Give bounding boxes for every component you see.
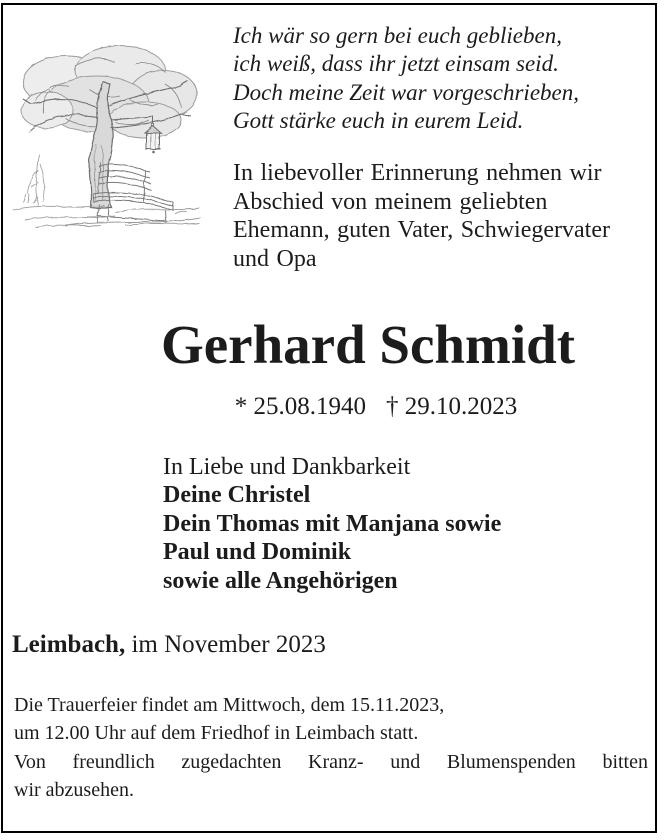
funeral-line: um 12.00 Uhr auf dem Friedhof in Leimbach statt.: [14, 722, 419, 745]
poem-line: Ich wär so gern bei euch geblieben,: [233, 23, 562, 48]
poem-line: Doch meine Zeit war vorgeschrieben,: [233, 79, 579, 105]
tree-bench-lantern-sketch-icon: [5, 30, 205, 230]
deceased-block: [68, 314, 667, 422]
poem-line: Gott stärke euch in eurem Leid.: [233, 108, 524, 134]
funeral-line: wir abzusehen.: [14, 779, 134, 802]
family-line: Dein Thomas mit Manjana sowie: [163, 510, 502, 537]
funeral-block: [14, 691, 648, 805]
death-date: † 29.10.2023: [386, 393, 518, 420]
place-name: Leimbach,: [12, 631, 126, 658]
family-line: sowie alle Angehörigen: [163, 567, 398, 594]
family-intro: In Liebe und Dankbarkeit: [163, 454, 411, 480]
intro-line: Ehemann, guten Vater, Schwiegervater: [233, 217, 610, 243]
intro-line: In liebevoller Erinnerung nehmen wir: [233, 160, 602, 186]
family-line: Paul und Dominik: [163, 539, 352, 566]
intro-line: und Opa: [233, 245, 317, 272]
family-line: Deine Christel: [163, 482, 311, 509]
poem-block: [233, 22, 579, 136]
funeral-line: Die Trauerfeier findet am Mittwoch, dem 15.11.2023,: [14, 694, 445, 716]
poem-line: ich weiß, dass ihr jetzt einsam seid.: [233, 51, 559, 77]
life-dates: [76, 392, 667, 422]
birth-date: * 25.08.1940: [234, 393, 366, 420]
place-date-line: [12, 630, 326, 660]
family-block: [163, 453, 501, 595]
intro-block: [233, 159, 610, 273]
intro-line: Abschied von meinem geliebten: [233, 188, 548, 215]
deceased-name: Gerhard Schmidt: [160, 314, 576, 375]
notice-date: im November 2023: [125, 631, 326, 658]
funeral-line: Von freundlich zugedachten Kranz- und Blumenspenden bitten: [14, 750, 648, 773]
